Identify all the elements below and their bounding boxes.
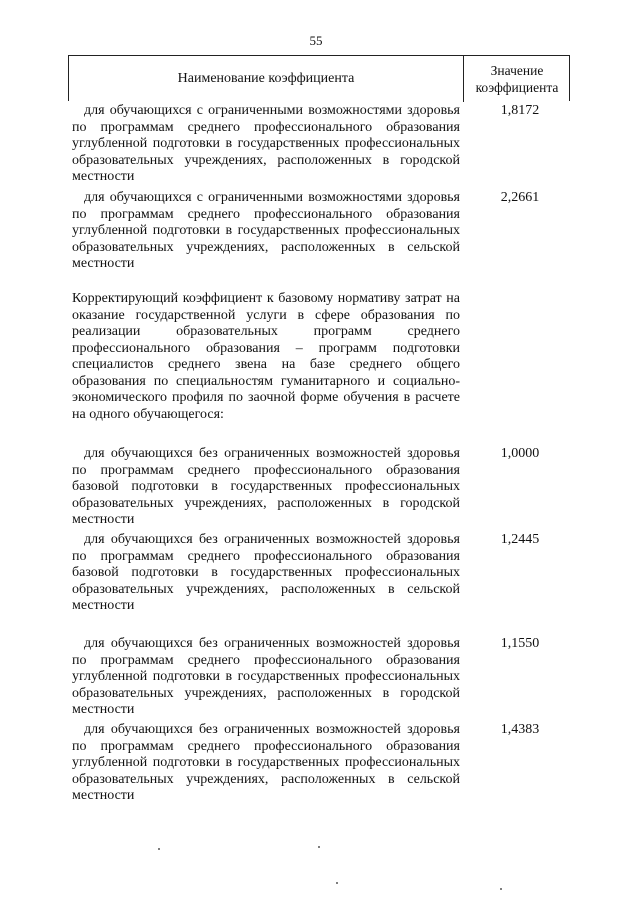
coefficient-value: 1,8172: [500, 103, 540, 118]
header-value-label-line1: Значение: [490, 63, 544, 78]
header-value-cell: [464, 56, 570, 102]
scan-speck: [336, 882, 338, 884]
coefficient-section-heading: Корректирующий коэффициент к базовому нормативу затрат на оказание государственной услуги в сфере образования по реализации образовательных программ среднего профессионального образования – программ подготовки специалистов среднего звена на базе среднего общего образования по специальностям гуманитарного и социально-экономического профиля по заочной форме обучения в расчете на одного обучающегося:: [72, 291, 460, 422]
coefficient-name: для обучающихся с ограниченными возможностями здоровья по программам среднего профессионального образования углубленной подготовки в государственных профессиональных образовательных учреждениях, расположенных в городской местности: [72, 103, 460, 184]
coefficient-name: для обучающихся без ограниченных возможностей здоровья по программам среднего профессионального образования углубленной подготовки в государственных профессиональных образовательных учреждениях, расположенных в сельской местности: [72, 722, 460, 803]
coefficient-value: 2,2661: [500, 190, 540, 205]
header-name-cell: Наименование коэффициента: [69, 56, 464, 102]
coefficient-value: 1,1550: [500, 636, 540, 651]
scan-speck: [500, 888, 502, 890]
coefficient-value: 1,4383: [500, 722, 540, 737]
scan-speck: [158, 848, 160, 850]
coefficient-value: 1,2445: [500, 532, 540, 547]
coefficient-value: 1,0000: [500, 446, 540, 461]
page-number: 55: [309, 33, 323, 48]
header-value-label-line2: коэффициента: [475, 80, 559, 95]
coefficient-name: для обучающихся без ограниченных возможностей здоровья по программам среднего профессионального образования углубленной подготовки в государственных профессиональных образовательных учреждениях, расположенных в городской местности: [72, 636, 460, 717]
scan-speck: [318, 846, 320, 848]
coefficient-name: для обучающихся без ограниченных возможностей здоровья по программам среднего профессионального образования базовой подготовки в государственных профессиональных образовательных учреждениях, расположенных в городской местности: [72, 446, 460, 527]
coefficient-name: для обучающихся с ограниченными возможностями здоровья по программам среднего профессионального образования углубленной подготовки в государственных профессиональных образовательных учреждениях, расположенных в сельской местности: [72, 190, 460, 271]
table-header: [68, 55, 570, 101]
coefficient-name: для обучающихся без ограниченных возможностей здоровья по программам среднего профессионального образования базовой подготовки в государственных профессиональных образовательных учреждениях, расположенных в сельской местности: [72, 532, 460, 613]
